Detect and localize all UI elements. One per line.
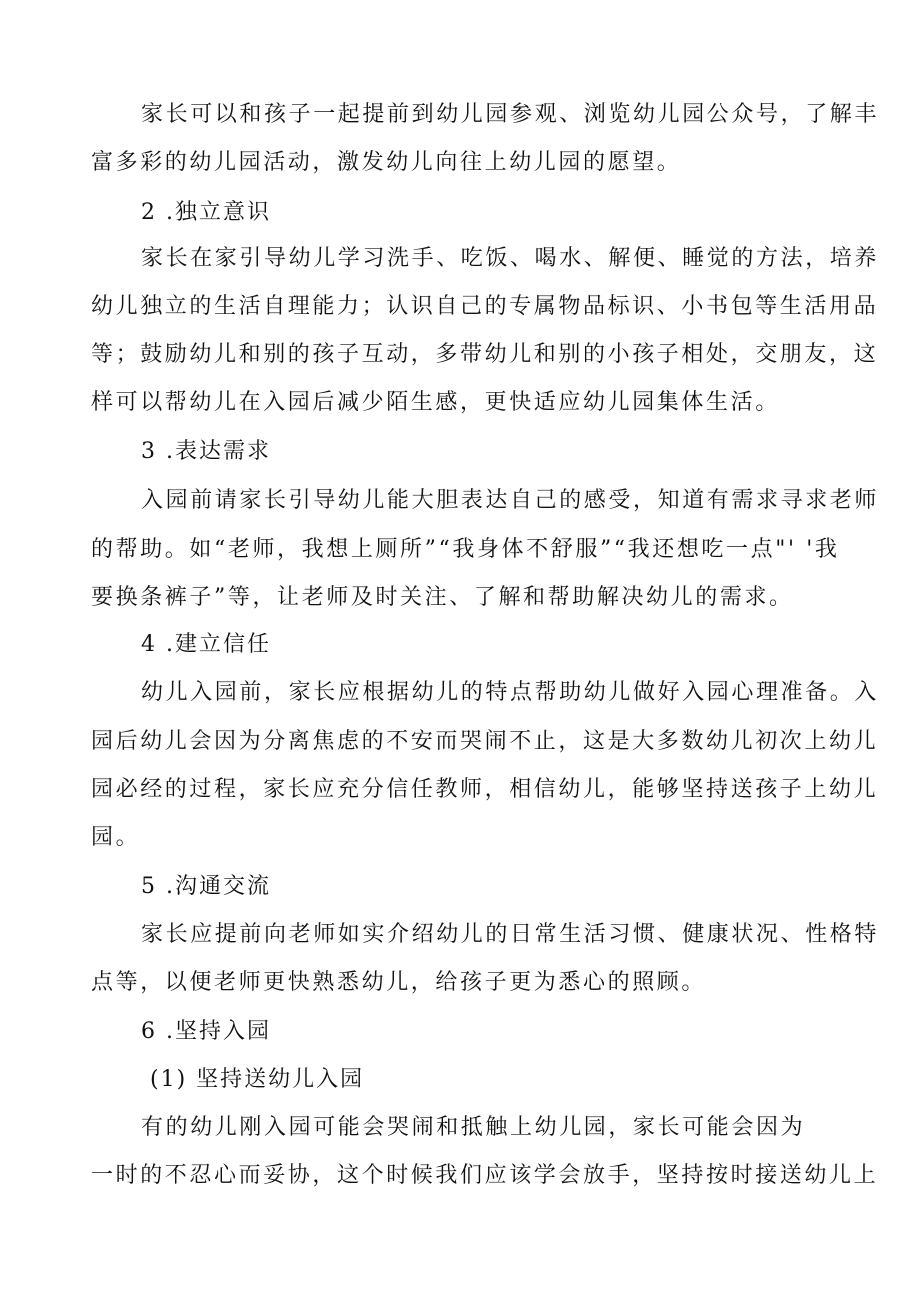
paragraph-line: 园后幼儿会因为分离焦虑的不安而哭闹不止，这是大多数幼儿初次上幼儿 xyxy=(91,729,879,754)
paragraph-line: 园。 xyxy=(91,825,141,850)
section-heading: 3 .表达需求 xyxy=(141,439,271,464)
section-heading: 4 .建立信任 xyxy=(141,632,271,657)
paragraph-line: 富多彩的幼儿园活动，激发幼儿向往上幼儿园的愿望。 xyxy=(91,150,682,175)
paragraph-line: 幼儿独立的生活自理能力；认识自己的专属物品标识、小书包等生活用品 xyxy=(91,294,879,319)
paragraph-line: 家长在家引导幼儿学习洗手、吃饭、喝水、解便、睡觉的方法，培养 xyxy=(141,246,880,271)
paragraph-line: 的帮助。如“老师，我想上厕所”“我身体不舒服”“我还想吃一点"' '我 xyxy=(91,537,840,562)
section-heading: 6 .坚持入园 xyxy=(141,1019,271,1044)
paragraph-line: 一时的不忍心而妥协，这个时候我们应该学会放手，坚持按时接送幼儿上 xyxy=(91,1163,879,1188)
section-heading: 5 .沟通交流 xyxy=(141,874,271,899)
paragraph-line: 点等，以便老师更快熟悉幼儿，给孩子更为悉心的照顾。 xyxy=(91,970,707,995)
paragraph-line: 等；鼓励幼儿和别的孩子互动，多带幼儿和别的小孩子相处，交朋友，这 xyxy=(91,342,879,367)
paragraph-line: 幼儿入园前，家长应根据幼儿的特点帮助幼儿做好入园心理准备。入 xyxy=(141,680,880,705)
paragraph-line: 园必经的过程，家长应充分信任教师，相信幼儿，能够坚持送孩子上幼儿 xyxy=(91,777,879,802)
paragraph-line: 有的幼儿刚入园可能会哭闹和抵触上幼儿园，家长可能会因为 xyxy=(141,1115,806,1140)
subsection-heading: (1) 坚持送幼儿入园 xyxy=(150,1067,365,1092)
paragraph-line: 入园前请家长引导幼儿能大胆表达自己的感受，知道有需求寻求老师 xyxy=(141,488,880,513)
paragraph-line: 样可以帮幼儿在入园后减少陌生感，更快适应幼儿园集体生活。 xyxy=(91,390,780,415)
paragraph-line: 要换条裤子”等，让老师及时关注、了解和帮助解决幼儿的需求。 xyxy=(91,585,794,610)
paragraph-line: 家长可以和孩子一起提前到幼儿园参观、浏览幼儿园公众号，了解丰 xyxy=(141,102,880,127)
section-heading: 2 .独立意识 xyxy=(141,200,271,225)
paragraph-line: 家长应提前向老师如实介绍幼儿的日常生活习惯、健康状况、性格特 xyxy=(141,922,880,947)
